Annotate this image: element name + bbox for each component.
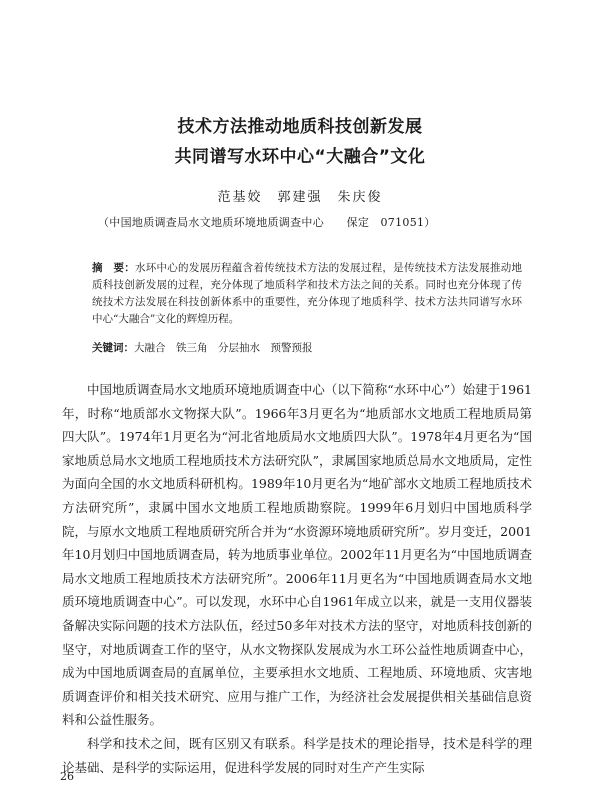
keywords-label: 关键词： xyxy=(92,342,134,354)
abstract-text: 水环中心的发展历程蕴含着传统技术方法的发展过程，是传统技术方法发展推动地质科技创新发展的过程，充分体现了地质科学和技术方法之间的关系。同时也充分体现了传统技术方法发展在科技创新体系中的重要性，充分体现了地质科学、技术方法共同谱写水环中心“大融合”文化的辉煌历程。 xyxy=(92,262,523,325)
paragraph-2: 科学和技术之间，既有区别又有联系。科学是技术的理论指导，技术是科学的理论基础、是科学的实际运用，促进科学发展的同时对生产产生实际 xyxy=(62,735,532,775)
page-number: 26 xyxy=(60,770,74,783)
affiliation: （中国地质调查局水文地质环境地质调查中心 保定 071051） xyxy=(98,216,436,229)
abstract-label: 摘 要： xyxy=(92,262,136,274)
title-line-1: 技术方法推动地质科技创新发展 xyxy=(177,117,423,137)
paragraph-1: 中国地质调查局水文地质环境地质调查中心（以下简称“水环中心”）始建于1961年，时称“地质部水文物探大队”。1966年3月更名为“地质部水文地质工程地质局第四大队”。1974年1月更名为“河北省地质局水文地质四大队”。1978年4月更名为“国家地质总局水文地质工程地质技术方法研究队”，隶属国家地质总局水文地质局，定性为面向全国的水文地质科研机构。1989年10月更名为“地矿部水文地质工程地质技术方法研究所”，隶属中国水文地质工程地质勘察院。1999年6月划归中国地质科学院，与原水文地质工程地质研究所合并为“水资源环境地质研究所”。岁月变迁，2001年10月划归中国地质调查局，转为地质事业单位。2002年11月更名为“中国地质调查局水文地质工程地质技术方法研究所”。2006年11月更名为“中国地质调查局水文地质环境地质调查中心”。可以发现，水环中心自1961年成立以来，就是一支用仪器装备解决实际问题的技术方法队伍，经过50多年对技术方法的坚守，对地质科技创新的坚守，对地质调查工作的坚守，从水文物探队发展成为水工环公益性地质调查中心，成为中国地质调查局的直属单位，主要承担水文地质、工程地质、环境地质、灾害地质调查评价和相关技术研究、应用与推广工作，为经济社会发展提供相关基础信息资料和公益性服务。 xyxy=(62,382,533,728)
abstract xyxy=(92,260,522,328)
authors: 范基姣 郭建强 朱庆俊 xyxy=(217,190,383,205)
body-text xyxy=(62,378,532,779)
title-line-2: 共同谱写水环中心“大融合”文化 xyxy=(174,147,426,167)
keywords xyxy=(92,340,522,357)
keywords-text: 大融合 铁三角 分层抽水 预警预报 xyxy=(134,342,313,354)
